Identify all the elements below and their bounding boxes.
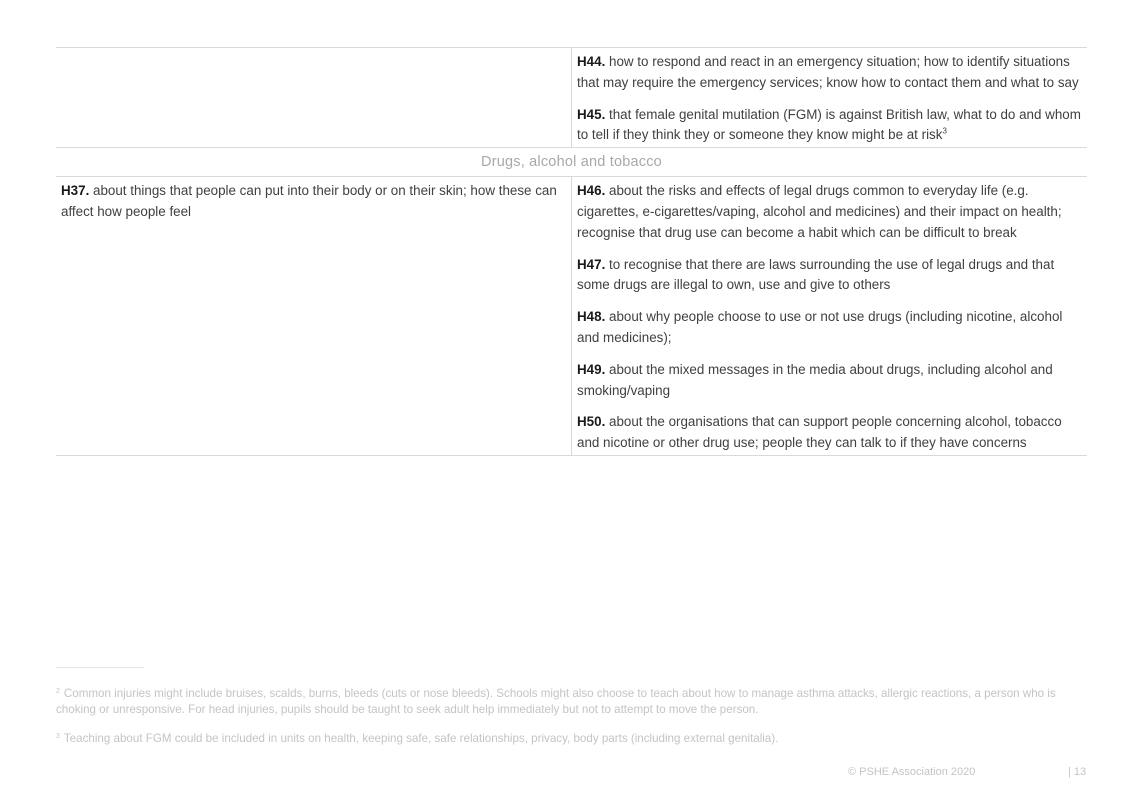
- page-number: | 13: [1068, 766, 1087, 778]
- table-row: [56, 48, 1087, 148]
- table-cell-right: [572, 177, 1087, 455]
- objective-text: about things that people can put into their body or on their skin; how these can affect how people feel: [61, 183, 557, 219]
- objective-code: H47.: [577, 256, 606, 272]
- objective-code: H50.: [577, 414, 606, 430]
- objective-item: [577, 52, 1082, 94]
- objective-item: [577, 412, 1082, 454]
- objective-text: about why people choose to use or not use drugs (including nicotine, alcohol and medicines);: [577, 309, 1063, 345]
- footnote: [56, 729, 1092, 747]
- objective-text: about the organisations that can support people concerning alcohol, tobacco and nicotine or other drug use; people they can talk to if they have concerns: [577, 414, 1062, 451]
- footnote-text: Common injuries might include bruises, scalds, burns, bleeds (cuts or nose bleeds). Schools might also choose to teach about how to manage asthma attacks, allergic reactions, a person who is choking or unresponsive. For head injuries, pupils should be taught to seek adult help immediately but not to attempt to move the person.: [56, 687, 1056, 716]
- objective-code: H37.: [61, 183, 90, 199]
- table-cell-left: [56, 177, 572, 455]
- curriculum-table: [56, 47, 1087, 456]
- objective-code: H46.: [577, 183, 606, 199]
- objective-code: H44.: [577, 54, 606, 69]
- table-cell-right: [572, 48, 1087, 147]
- objective-text: about the mixed messages in the media about drugs, including alcohol and smoking/vaping: [577, 361, 1053, 398]
- objective-item: [577, 255, 1082, 297]
- objective-item: [61, 181, 566, 223]
- objective-item: [577, 105, 1082, 147]
- footnote-ref: 3: [942, 126, 947, 136]
- objective-code: H45.: [577, 106, 606, 122]
- objective-text: to recognise that there are laws surrounding the use of legal drugs and that some drugs are illegal to own, use and give to others: [577, 256, 1055, 293]
- objective-code: H48.: [577, 309, 606, 325]
- copyright: © PSHE Association 2020: [848, 766, 976, 778]
- objective-text: that female genital mutilation (FGM) is against British law, what to do and whom to tell if they think they or someone they know might be at risk: [577, 106, 1081, 143]
- objective-item: [577, 360, 1082, 402]
- footnote-divider: [56, 667, 144, 668]
- table-cell-left: [56, 48, 572, 147]
- objective-text: how to respond and react in an emergency situation; how to identify situations that may require the emergency services; know how to contact them and what to say: [577, 54, 1079, 90]
- footnote: [56, 684, 1092, 718]
- objective-code: H49.: [577, 361, 606, 377]
- footnote-mark: 2: [56, 688, 60, 695]
- table-row: [56, 177, 1087, 456]
- section-heading: Drugs, alcohol and tobacco: [56, 148, 1087, 177]
- objective-text: about the risks and effects of legal drugs common to everyday life (e.g. cigarettes, e-cigarettes/vaping, alcohol and medicines) and their impact on health; recognise that drug use can become a habit which can be difficult to break: [577, 183, 1062, 240]
- objective-item: [577, 307, 1082, 349]
- footnote-mark: 3: [56, 733, 60, 740]
- objective-item: [577, 181, 1082, 243]
- footnote-text: Teaching about FGM could be included in units on health, keeping safe, safe relationships, privacy, body parts (including external genitalia).: [63, 732, 779, 745]
